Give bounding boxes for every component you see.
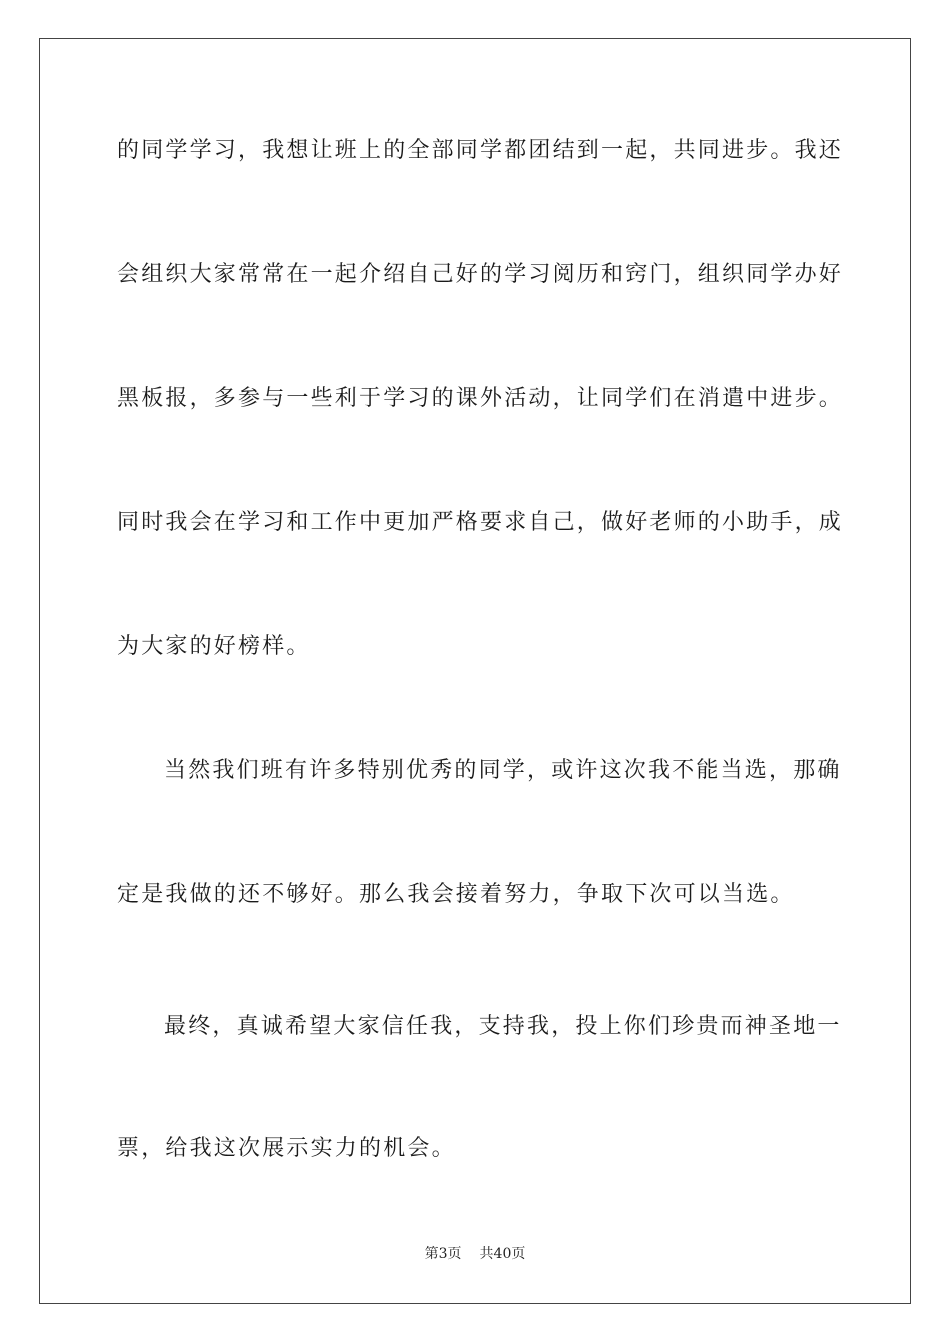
paragraph-line: 定是我做的还不够好。那么我会接着努力，争取下次可以当选。 — [117, 882, 795, 907]
page-number-total: 共40页 — [479, 1246, 526, 1262]
page-footer — [0, 1244, 950, 1264]
paragraph-line: 最终，真诚希望大家信任我，支持我，投上你们珍贵而神圣地一 — [164, 1014, 842, 1039]
paragraph-line: 的同学学习，我想让班上的全部同学都团结到一起，共同进步。我还 — [117, 138, 844, 163]
paragraph-line: 同时我会在学习和工作中更加严格要求自己，做好老师的小助手，成 — [117, 510, 844, 535]
page-frame — [39, 38, 911, 1304]
paragraph-line: 当然我们班有许多特别优秀的同学，或许这次我不能当选，那确 — [164, 758, 842, 783]
paragraph-line: 票，给我这次展示实力的机会。 — [117, 1136, 456, 1161]
paragraph-line: 为大家的好榜样。 — [117, 634, 311, 659]
paragraph-line: 黑板报，多参与一些利于学习的课外活动，让同学们在消遣中进步。 — [117, 386, 844, 411]
page-number-current: 第3页 — [424, 1246, 462, 1262]
paragraph-line: 会组织大家常常在一起介绍自己好的学习阅历和窍门，组织同学办好 — [117, 262, 844, 287]
